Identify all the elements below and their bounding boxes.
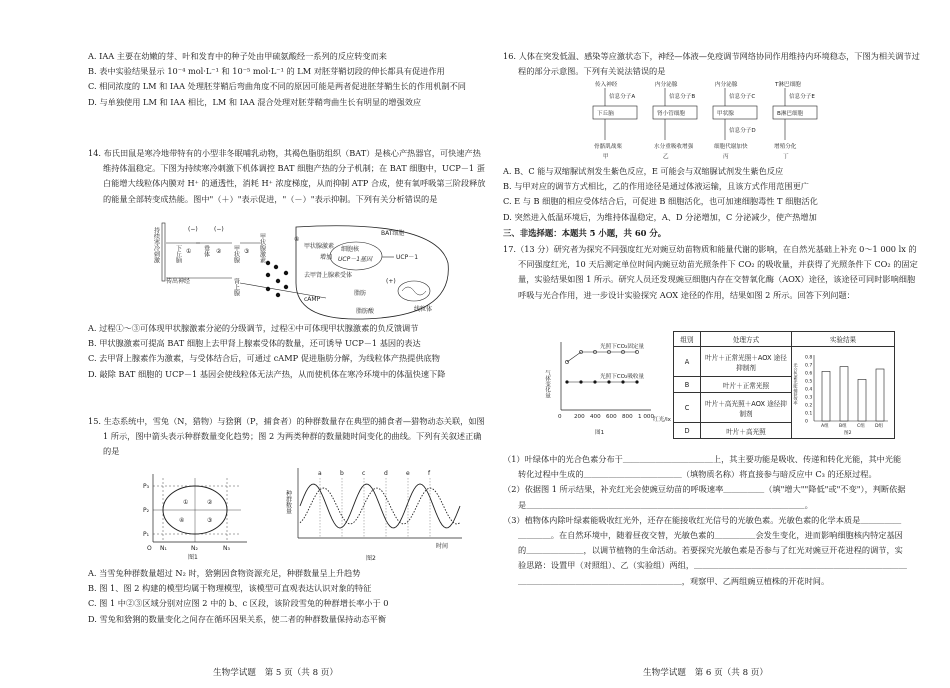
q13-option-b: B. 表中实验结果显示 10⁻⁴ mol·L⁻¹ 和 10⁻⁵ mol·L⁻¹ 的 LM 对胚芽鞘切段的伸长都具有促进作用	[88, 66, 445, 77]
n1-label: N₁	[160, 545, 167, 552]
pituitary-label: 垂体	[202, 245, 210, 257]
fig2-point-d: d	[384, 470, 388, 477]
ucp-protein-label: UCP－1	[396, 254, 419, 261]
q16-signal-2: 信息分子C	[729, 94, 756, 100]
fatty-acid-label: 脂肪酸	[356, 308, 375, 315]
row-d-method: 叶片＋高光照	[701, 423, 792, 439]
left-page	[88, 0, 486, 688]
q16-name-3: 丁	[783, 154, 789, 160]
region-2-label: ②	[207, 499, 213, 506]
bar-A组	[822, 371, 830, 421]
adrenal-label: 肾上腺	[232, 278, 240, 296]
fig1-series-uptake: 光照下CO₂吸收量	[600, 374, 645, 380]
row-b-group: B	[674, 377, 701, 393]
q14-option-b: B. 甲状腺激素可提高 BAT 细胞上去甲肾上腺素受体的数量，还可诱导 UCP－1 基因的表达	[88, 338, 421, 349]
q16-cell-0: 下丘脑	[597, 111, 614, 117]
th-group: 组别	[674, 332, 701, 347]
fig1-ylabel: 气体变化量	[544, 370, 550, 398]
p2-label: P₂	[143, 507, 150, 514]
q17-question-2: （2）依据图 1 所示结果，补充红光会使豌豆幼苗的呼吸速率＿＿＿＿＿（填"增大""降低"或"不变"），判断依据是＿＿＿＿＿＿＿＿＿＿＿＿＿＿＿＿＿＿＿＿＿＿＿＿＿＿＿＿＿＿＿＿＿＿。	[503, 484, 906, 510]
minus-sign-1: (−)	[188, 226, 198, 233]
step-4-label: ④	[294, 236, 300, 243]
bar-category: A组	[821, 424, 829, 429]
q16-name-0: 甲	[603, 154, 609, 160]
figure-2-caption: 图2	[844, 431, 852, 436]
region-4-label: ④	[179, 517, 185, 524]
row-a-method: 叶片＋正常光照＋AOX 途径抑制剂	[701, 347, 792, 377]
bar-ytick: 0.8	[805, 355, 813, 361]
row-a-group: A	[674, 347, 701, 377]
plus-sign: (+)	[386, 278, 396, 285]
hypothalamus-label: 下丘脑	[174, 245, 182, 263]
q16-source-0: 传入神经	[595, 82, 618, 88]
q14-option-d: D. 敲除 BAT 细胞的 UCP－1 基因会使线粒体无法产热，从而使机体在寒冷环境中的体温快速下降	[88, 368, 446, 379]
bar-ytick: 0	[805, 419, 808, 425]
p1-label: P₁	[143, 531, 150, 538]
n2-label: N₂	[191, 545, 198, 552]
bar-category: C组	[857, 424, 865, 429]
fig2-ylabel: 种群数量	[284, 490, 292, 514]
fig2-point-a: a	[318, 470, 322, 477]
mitochondria-label: 线粒体	[414, 306, 433, 313]
q16-source-1: 内分泌腺	[655, 82, 678, 88]
increase-label: 增加	[320, 254, 333, 261]
q13-option-c: C. 相同浓度的 LM 和 IAA 处理胚芽鞘后弯曲角度不同的原因可能是两者促进胚芽鞘生长的作用机制不同	[88, 81, 466, 92]
fig1-series-fixed: 光照下CO₂固定量	[600, 344, 645, 350]
section-title: 三、非选择题：本题共 5 小题，共 60 分。	[503, 228, 667, 238]
minus-sign-2: (−)	[214, 226, 224, 233]
row-b-method: 叶片＋正常光照	[701, 377, 792, 393]
bar-category: D组	[875, 424, 884, 429]
cold-label: 持续寒冷刺激	[152, 227, 160, 263]
q15-option-c: C. 图 1 中②③区域分别对应图 2 中的 b、c 区段，该阶段雪兔的种群增长率小于 0	[88, 598, 389, 609]
bat-cell-label: BAT细胞	[381, 230, 405, 237]
q17-question-3: （3）植物体内除叶绿素能吸收红光外，还存在能接收红光信号的光敏色素。光敏色素的化学本质是＿＿＿＿＿＿＿＿＿。在自然环境中，随着昼夜交替，光敏色素的＿＿＿＿＿会发生变化，进而影响细胞核内特定基因的＿＿＿＿＿＿＿，以调节植物的生命活动。若要探究光敏色素是否参与了红光对豌豆开花进程的调节，实验思路：设置甲（对照组）、乙（实验组）两组，＿＿＿＿＿＿＿＿＿＿＿＿＿＿＿＿＿＿＿＿＿＿＿＿＿＿＿＿＿＿＿＿＿＿＿＿＿＿＿＿＿＿＿＿＿＿，观察甲、乙两组豌豆植株的开花时间。	[503, 514, 907, 586]
q16-options	[503, 164, 908, 225]
bar-ytick: 0.6	[805, 371, 813, 377]
nucleus-label: 细胞核	[341, 246, 360, 253]
fig1-xtick: 400	[590, 414, 601, 420]
origin-label: O	[147, 545, 152, 552]
th-method: 处理方式	[701, 332, 792, 347]
fig1-fixed-line	[567, 352, 637, 362]
fig1-xlabel: 红光/lx	[653, 417, 671, 423]
fig2-point-b: b	[340, 470, 344, 477]
bar-ytick: 0.3	[805, 395, 813, 401]
q16-source-3: T淋巴细胞	[775, 82, 801, 88]
q13-option-d: D. 与单独使用 LM 和 IAA 相比，LM 和 IAA 混合处理对胚芽鞘弯曲生长有明显的增强效应	[88, 96, 422, 107]
fig1-xtick: 200	[574, 414, 585, 420]
ne-receptor-label: 去甲肾上腺素受体	[304, 272, 353, 279]
q17-questions	[503, 452, 908, 589]
ucp-gene-label: UCP－1基因	[338, 256, 373, 263]
q14-option-a: A. 过程①～③可体现甲状腺激素分泌的分级调节，过程④中可体现甲状腺激素的负反馈调节	[88, 323, 419, 333]
thyroid-label: 甲状腺	[232, 245, 240, 263]
q15-figure-2	[286, 466, 466, 562]
efferent-nerve-label: 传出神经	[166, 278, 191, 285]
q16-option-d: D. 突然进入低温环境后，为维持体温稳定，A、D 分泌增加，C 分泌减少，使产热增加	[503, 211, 817, 222]
fig1-xtick: 1 000	[638, 414, 655, 420]
q17-figure-2-bar-chart	[794, 347, 892, 435]
q16-option-a: A. B、C 能与双缩脲试剂发生紫色反应，E 可能会与双缩脲试剂发生紫色反应	[503, 166, 784, 176]
bar-B组	[840, 367, 848, 421]
q16-effect-1: 水分重吸收增强	[654, 144, 694, 150]
q16-name-1: 乙	[663, 154, 669, 160]
step-3-label: ③	[244, 248, 250, 255]
q17-experiment-table	[673, 331, 895, 439]
bar-ytick: 0.7	[805, 363, 813, 369]
bar-ytick: 0.5	[805, 379, 813, 385]
q16-source-2: 内分泌腺	[715, 82, 738, 88]
thr-receptor-label: 甲状腺激素	[304, 243, 335, 250]
q16-diagram	[593, 80, 833, 164]
q16-effect-3: 增殖分化	[774, 144, 797, 150]
q16-signal-1: 信息分子B	[669, 94, 696, 100]
result-cell	[792, 347, 895, 439]
bar-ytick: 0.2	[805, 403, 813, 409]
prey-curve	[300, 484, 460, 528]
fig1-xtick: 800	[622, 414, 633, 420]
q15-options	[88, 566, 473, 627]
figure-1-caption: 图1	[595, 430, 605, 436]
bar-ylabel: 光合色素光能捕获效率	[793, 363, 799, 405]
q16-effect-0: 骨骼肌战栗	[594, 144, 622, 150]
q14-options	[88, 321, 473, 382]
q17-stem: 17.（13 分）研究者为探究不同强度红光对豌豆幼苗物质和能量代谢的影响，在自然光基础上补充 0～1 000 lx 的不同强度红光，10 天后测定单位时间内豌豆幼苗光照条件下 CO₂ 的吸收量，并获得了光照条件下 CO₂ 的固定量，实验结果如图 1 所示。研究人员还发现豌豆细胞内存在交替氧化酶（AOX）途径，该途径可同时影响细胞呼吸与光合作用，进一步设计实验探究 AOX 途径的作用，结果如图 2 所示。回答下列问题：	[503, 244, 918, 300]
fig2-point-f: f	[428, 470, 431, 477]
region-1-label: ①	[183, 499, 189, 506]
bar-category: B组	[839, 424, 847, 429]
q16-cell-3: B淋巴细胞	[777, 111, 804, 117]
q17-table-wrap	[673, 331, 895, 439]
row-c-method: 叶片＋高光照＋AOX 途径抑制剂	[701, 393, 792, 423]
step-2-label: ②	[216, 248, 222, 255]
figure-2-caption: 图2	[366, 555, 376, 562]
th-result: 实验结果	[792, 332, 895, 347]
q16-signal-3: 信息分子E	[789, 94, 815, 100]
thyroid-hormone-label: 甲状腺激素	[258, 233, 266, 263]
q16-option-b: B. 与甲对应的调节方式相比，乙的作用途径是通过体液运输，且该方式作用范围更广	[503, 181, 809, 192]
q16-option-c: C. E 与 B 细胞的相应受体结合后，可促进 B 细胞活化，也可加速细胞毒性 T 细胞活化	[503, 196, 818, 207]
q16-signal-0: 信息分子A	[609, 94, 636, 100]
q13-options	[88, 49, 473, 110]
q15-stem: 15. 生态系统中，雪兔（N，猎物）与猞猁（P，捕食者）的种群数量存在典型的捕食者—猎物动态关联，如图 1 所示，图中箭头表示种群数量变化趋势；图 2 为两类种群的数量随时间变化的曲线。下列有关叙述正确的是	[88, 416, 485, 457]
q16-stem: 16. 人体在突发低温、感染等应激状态下，神经—体液—免疫调节网络协同作用维持内环境稳态，下图为相关调节过程的部分示意图。下列有关说法错误的是	[503, 51, 920, 77]
n3-label: N₃	[223, 545, 230, 552]
page-footer-right: 生物学试题 第 6 页（共 8 页）	[643, 668, 768, 678]
fig2-xlabel: 时间	[436, 543, 449, 550]
p3-label: P₃	[143, 483, 150, 490]
bar-C组	[858, 379, 866, 421]
q14-diagram	[152, 223, 456, 323]
region-3-label: ③	[207, 517, 213, 524]
q15-option-b: B. 图 1、图 2 构建的模型均属于物理模型，该模型可直观表达认识对象的特征	[88, 583, 372, 594]
q15-option-d: D. 雪兔和猞猁的数量变化之间存在循环因果关系，使二者的种群数量保持动态平衡	[88, 613, 387, 624]
fig2-point-c: c	[362, 470, 366, 477]
fat-label: 脂肪	[354, 290, 367, 297]
q14-stem: 14. 布氏田鼠是寒冷地带特有的小型非冬眠哺乳动物，其褐色脂肪组织（BAT）是核心产热器官，可快速产热维持体温稳定。下图为持续寒冷刺激下机体调控 BAT 细胞产热的分子机制；在 BAT 细胞中，UCP－1 蛋白能增大线粒体内膜对 H⁺ 的通透性，消耗 H⁺ 浓度梯度，从而抑制 ATP 合成，使有氧呼吸第三阶段释放的能量全部转变成热能。图中"（＋）"表示促进，"（－）"表示抑制。下列有关分析错误的是	[88, 148, 486, 204]
q14-option-c: C. 去甲肾上腺素作为激素，与受体结合后，可通过 cAMP 促进脂肪分解，为线粒体产热提供底物	[88, 353, 440, 364]
q15-figure-1	[143, 472, 253, 560]
fig2-point-e: e	[406, 470, 410, 477]
camp-label: cAMP	[304, 296, 321, 303]
row-d-group: D	[674, 423, 701, 439]
bar-D组	[876, 369, 884, 421]
bar-ytick: 0.4	[805, 387, 813, 393]
page-footer-left: 生物学试题 第 5 页（共 8 页）	[213, 668, 338, 678]
q16-cell-2: 甲状腺	[717, 111, 734, 117]
q16-name-2: 丙	[723, 154, 729, 160]
step-1-label: ①	[186, 248, 192, 255]
bar-ytick: 0.1	[805, 411, 813, 417]
row-c-group: C	[674, 393, 701, 423]
figure-1-caption: 图1	[188, 554, 198, 561]
fig1-xtick: 0	[558, 414, 562, 420]
q17-question-1: （1）叶绿体中的光合色素分布于＿＿＿＿＿＿＿＿＿＿＿上，其主要功能是吸收、传递和转化光能，其中光能转化过程中生成的＿＿＿＿＿＿＿＿＿＿＿＿（填物质名称）将直接参与暗反应中 C₃ 的还原过程。	[503, 454, 902, 480]
q16-effect-2: 细胞代谢加快	[714, 144, 748, 150]
q15-option-a: A. 当雪兔种群数量超过 N₂ 时，猞猁因食物资源充足，种群数量呈上升趋势	[88, 568, 361, 578]
fig1-xtick: 600	[606, 414, 617, 420]
q16-signal2-2: 信息分子D	[729, 128, 756, 134]
q16-cell-1: 肾小管细胞	[657, 111, 685, 117]
q13-option-a: A. IAA 主要在幼嫩的芽、叶和发育中的种子处由甲硫氨酸经一系列的反应转变而来	[88, 51, 387, 61]
right-page	[503, 0, 920, 688]
